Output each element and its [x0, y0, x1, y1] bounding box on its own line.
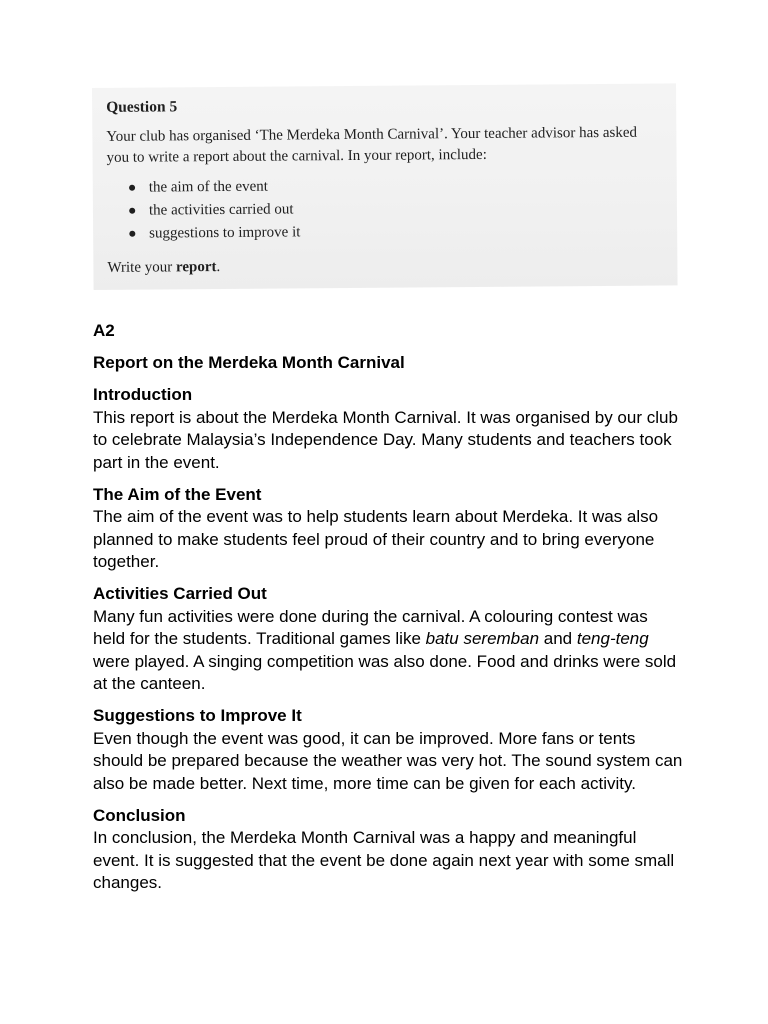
question-scan-image — [92, 83, 678, 290]
section-paragraph: The aim of the event was to help students learn about Merdeka. It was also planned to make students feel proud of their country and to bring everyone together. — [93, 507, 659, 571]
section-conclusion — [93, 805, 683, 895]
section-suggestions — [93, 705, 683, 795]
section-heading: The Aim of the Event — [93, 484, 262, 504]
section-aim — [93, 484, 683, 574]
instruction-prefix: Write your — [107, 259, 177, 276]
report-title: Report on the Merdeka Month Carnival — [93, 353, 405, 372]
question-title: Question 5 — [106, 98, 178, 116]
paragraph-text: were played. A singing competition was also done. Food and drinks were sold at the canteen. — [93, 651, 677, 693]
italic-term: batu seremban — [425, 629, 540, 648]
question-instruction — [107, 254, 663, 278]
question-bullet-list — [107, 173, 664, 246]
italic-term: teng-teng — [576, 629, 649, 648]
bullet-text: the activities carried out — [148, 201, 294, 219]
answer-document — [93, 320, 683, 904]
answer-label: A2 — [93, 321, 115, 340]
paragraph-text: and — [539, 629, 577, 648]
bullet-text: suggestions to improve it — [149, 224, 301, 242]
section-heading: Suggestions to Improve It — [93, 706, 302, 725]
bullet-icon: ● — [127, 180, 137, 196]
section-paragraph: Even though the event was good, it can be improved. More fans or tents should be prepared because the weather was very hot. The sound system can also be made better. Next time, more time can be given for each activity. — [93, 728, 683, 793]
section-heading: Activities Carried Out — [93, 584, 267, 603]
section-paragraph: In conclusion, the Merdeka Month Carnival was a happy and meaningful event. It is suggested that the event be done again next year with some small changes. — [93, 828, 675, 892]
instruction-bold: report — [175, 259, 217, 276]
question-prompt: Your club has organised ‘The Merdeka Month Carnival’. Your teacher advisor has asked you to write a report about the carnival. In your report, include: — [106, 124, 638, 166]
bullet-icon: ● — [127, 203, 137, 219]
section-heading: Introduction — [93, 385, 193, 404]
section-activities — [93, 583, 683, 696]
section-paragraph: This report is about the Merdeka Month Carnival. It was organised by our club to celebrate Malaysia’s Independence Day. Many students and teachers took part in the event. — [93, 407, 678, 472]
section-introduction — [93, 384, 683, 474]
bullet-icon: ● — [128, 226, 137, 242]
section-heading: Conclusion — [93, 805, 186, 825]
bullet-text: the aim of the event — [148, 178, 268, 196]
paragraph-text: Many fun activities were done during the carnival. A colouring contest was held for the students. Traditional games like — [93, 606, 648, 648]
list-item — [128, 219, 663, 246]
instruction-suffix: . — [216, 258, 221, 276]
section-paragraph — [93, 606, 683, 696]
